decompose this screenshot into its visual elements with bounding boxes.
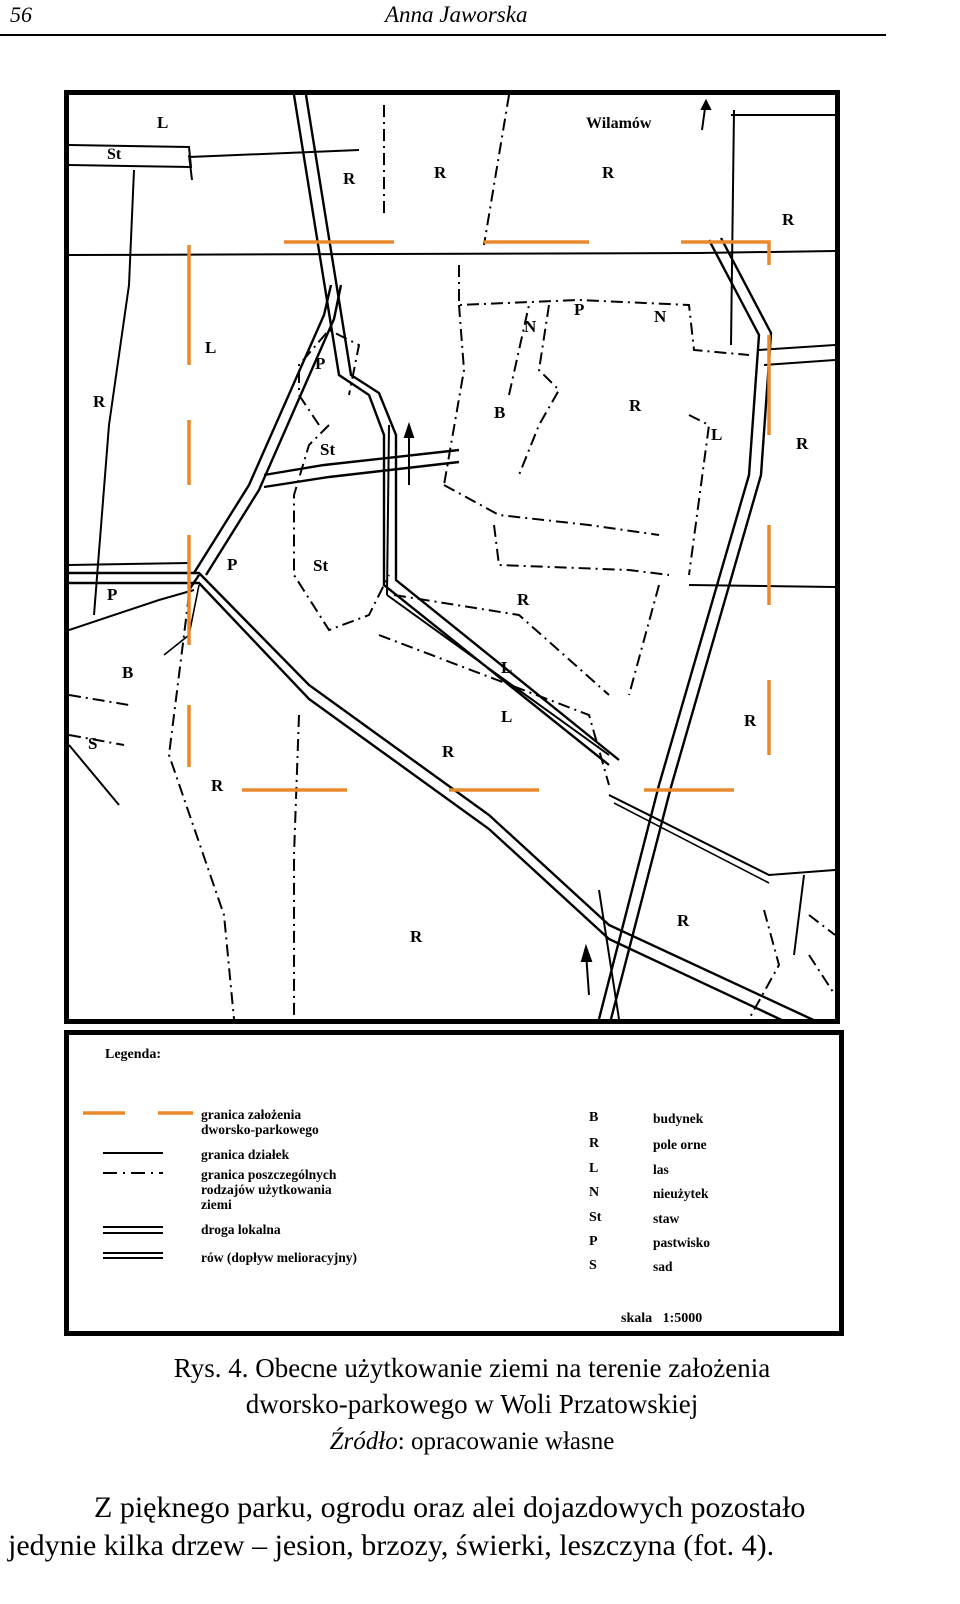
legend-road-label: droga lokalna bbox=[201, 1222, 281, 1237]
north-arrows bbox=[405, 101, 710, 995]
legend-desc-st: staw bbox=[653, 1211, 680, 1226]
legend-ditch-label: rów (dopływ melioracyjny) bbox=[201, 1250, 357, 1265]
label-wilamow: Wilamów bbox=[586, 115, 652, 132]
legend-desc-r: pole orne bbox=[653, 1137, 707, 1152]
label-p: P bbox=[227, 555, 238, 574]
land-use-map bbox=[69, 95, 835, 1019]
legend-code-n: N bbox=[589, 1185, 600, 1200]
legend-desc-b: budynek bbox=[653, 1111, 704, 1126]
label-l: L bbox=[711, 425, 723, 444]
legend-code-r: R bbox=[589, 1136, 600, 1151]
local-roads bbox=[69, 95, 835, 1019]
legend-code-p: P bbox=[589, 1234, 598, 1249]
figure-source bbox=[0, 1428, 944, 1456]
legend-boundary-label: granica założenia dworsko-parkowego bbox=[201, 1107, 319, 1137]
legend-code-b: B bbox=[589, 1110, 599, 1125]
parcel-boundaries bbox=[69, 110, 835, 1019]
legend-line-samples bbox=[83, 1105, 193, 1265]
label-s: S bbox=[88, 734, 98, 753]
figure-caption-line-2: dworsko-parkowego w Woli Przatowskiej bbox=[245, 1389, 699, 1419]
running-author: Anna Jaworska bbox=[385, 2, 528, 27]
label-r: R bbox=[602, 163, 615, 182]
legend-ditch-sample bbox=[103, 1253, 163, 1258]
map-labels bbox=[88, 113, 809, 946]
label-r: R bbox=[796, 434, 809, 453]
label-b: B bbox=[122, 663, 134, 682]
label-n: N bbox=[524, 317, 537, 336]
legend-code-st: St bbox=[589, 1210, 602, 1225]
body-paragraph-line-1: Z pięknego parku, ogrodu oraz alei dojazdowych pozostało bbox=[94, 1491, 806, 1524]
label-r: R bbox=[410, 927, 423, 946]
source-text: : opracowanie własne bbox=[397, 1428, 615, 1455]
legend-code-s: S bbox=[589, 1258, 597, 1273]
label-r: R bbox=[517, 590, 530, 609]
label-r: R bbox=[93, 392, 106, 411]
label-r: R bbox=[744, 711, 757, 730]
map-figure bbox=[64, 90, 840, 1024]
running-header bbox=[0, 0, 886, 36]
label-l: L bbox=[205, 338, 217, 357]
legend-desc-p: pastwisko bbox=[653, 1235, 711, 1250]
legend-desc-l: las bbox=[653, 1162, 669, 1177]
label-p: P bbox=[574, 300, 585, 319]
label-b: B bbox=[494, 403, 506, 422]
label-r: R bbox=[211, 776, 224, 795]
legend-road-sample bbox=[103, 1227, 163, 1233]
label-st: St bbox=[313, 556, 329, 575]
label-l: L bbox=[501, 707, 513, 726]
label-r: R bbox=[677, 911, 690, 930]
legend-scale: skala 1:5000 bbox=[621, 1311, 703, 1326]
figure-caption-line-1: Rys. 4. Obecne użytkowanie ziemi na terenie założenia bbox=[173, 1353, 771, 1383]
legend-desc-n: nieużytek bbox=[653, 1186, 709, 1201]
label-r: R bbox=[442, 742, 455, 761]
label-st: St bbox=[107, 146, 122, 163]
legend-desc-s: sad bbox=[653, 1259, 673, 1274]
label-r: R bbox=[434, 163, 447, 182]
label-r: R bbox=[343, 169, 356, 188]
source-label: Źródło bbox=[329, 1428, 398, 1455]
legend-code-l: L bbox=[589, 1161, 599, 1176]
label-l: L bbox=[157, 113, 169, 132]
legend-parcel-label: granica działek bbox=[201, 1147, 290, 1162]
legend-landuse-label: granica poszczególnych rodzajów użytkowania ziemi bbox=[201, 1167, 337, 1212]
body-paragraph-line-2: jedynie kilka drzew – jesion, brzozy, świerki, leszczyna (fot. 4). bbox=[8, 1529, 775, 1562]
label-l: L bbox=[501, 658, 513, 677]
label-st: St bbox=[320, 440, 336, 459]
label-r: R bbox=[629, 396, 642, 415]
legend-title: Legenda: bbox=[105, 1047, 161, 1062]
map-legend bbox=[64, 1030, 844, 1336]
land-use-boundaries bbox=[69, 95, 835, 1019]
label-n: N bbox=[654, 307, 667, 326]
label-p: P bbox=[107, 585, 118, 604]
page-number: 56 bbox=[10, 2, 32, 27]
label-r: R bbox=[782, 210, 795, 229]
label-p: P bbox=[315, 354, 326, 373]
